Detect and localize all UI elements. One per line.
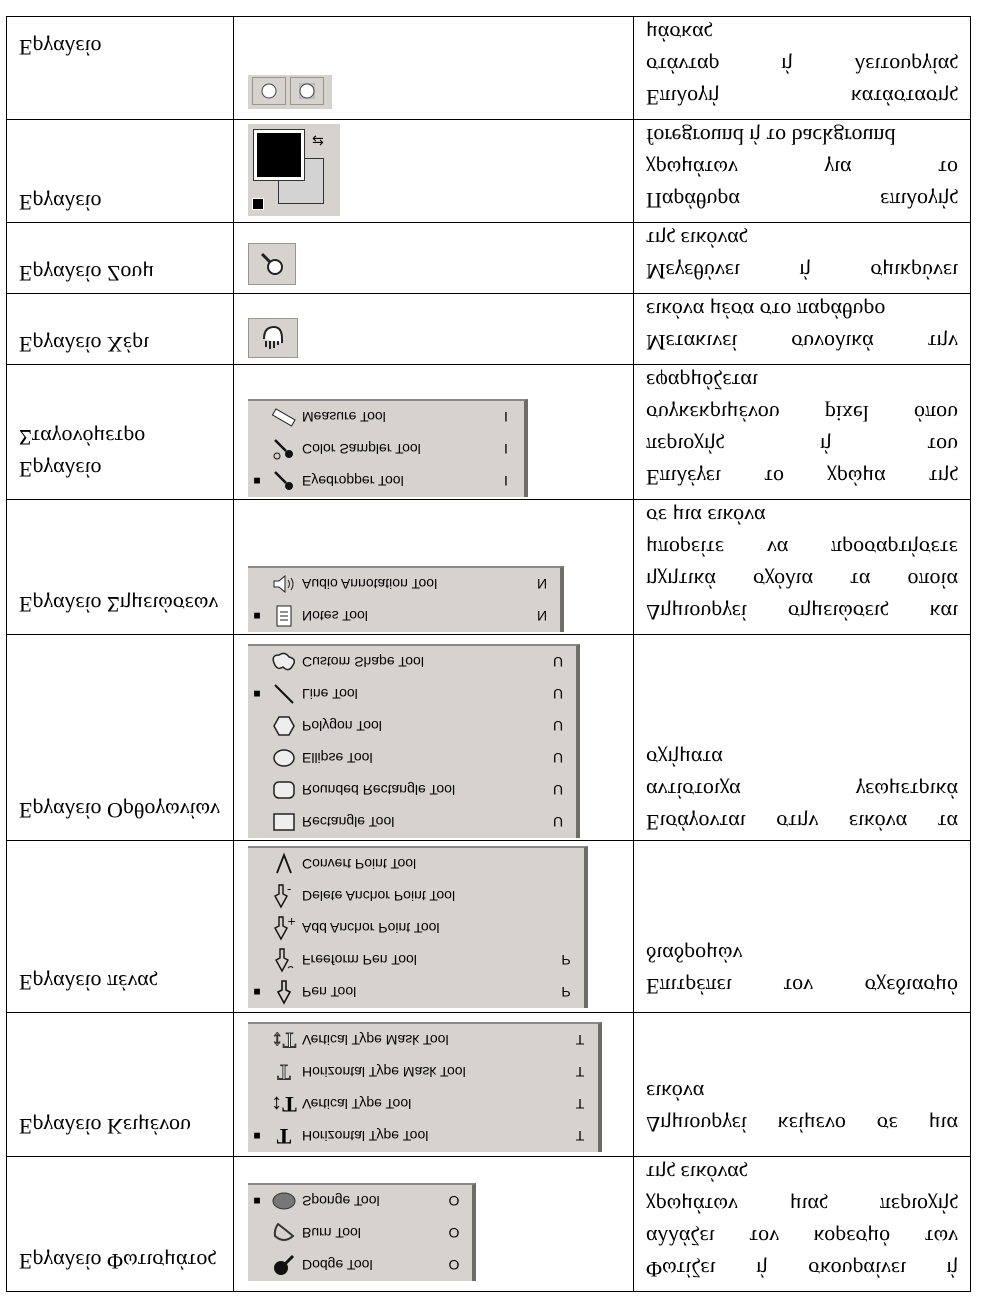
tool-name-line: Εργαλείο Σημειώσεων	[19, 592, 219, 617]
desc-line: Επιτρέπει τον σχεδιασμό	[646, 974, 958, 999]
menu-item-notes[interactable]	[248, 600, 560, 632]
polygon-icon	[266, 713, 302, 739]
tool-menu	[248, 644, 580, 838]
desc-line: στάνταρ ή λειτουργίας	[646, 53, 958, 78]
menu-item-rounded-rectangle[interactable]	[248, 774, 576, 806]
selected-bullet: ■	[253, 1194, 261, 1208]
table-row	[7, 365, 971, 500]
menu-item-polygon[interactable]	[248, 710, 576, 742]
menu-item-audio-annotation[interactable]	[248, 568, 560, 600]
menu-item-dodge[interactable]	[248, 1249, 472, 1281]
shortcut-key: U	[552, 718, 564, 734]
desc-line: Φωτίζει ή σκουραίνει ή	[646, 1257, 958, 1282]
menu-item-label: Rounded Rectangle Tool	[302, 782, 456, 798]
shortcut-key: U	[552, 654, 564, 670]
desc-line: μπορείτε να προσαρτήσετε	[646, 536, 958, 561]
menu-item-label: Pen Tool	[302, 984, 357, 1000]
desc-line: διαδρομών	[646, 942, 743, 967]
menu-item-label: Measure Tool	[302, 409, 386, 425]
table-row	[7, 841, 971, 1013]
custom-shape-icon	[266, 649, 302, 675]
menu-item-convert-point[interactable]	[248, 848, 584, 880]
tool-name	[7, 31, 233, 119]
shortcut-key: P	[561, 952, 571, 968]
menu-item-label: Convert Point Tool	[302, 856, 417, 872]
shortcut-key: U	[552, 686, 564, 702]
tool-description	[634, 223, 970, 293]
menu-item-label: Notes Tool	[302, 608, 368, 624]
menu-item-rectangle[interactable]	[248, 806, 576, 838]
horizontal-type-icon: T	[276, 1124, 292, 1149]
menu-item-line[interactable]	[248, 678, 576, 710]
desc-line: εικόνα μέσα στο παράθυρο	[646, 298, 886, 323]
tool-name	[7, 186, 233, 222]
pen-icon	[266, 979, 302, 1005]
desc-line: περιοχής ή του	[646, 433, 958, 458]
menu-item-freeform-pen[interactable]	[248, 944, 584, 976]
vertical-type-mask-icon: ↕T	[271, 1028, 297, 1053]
tool-name-line: Εργαλείο Κειμένου	[19, 1114, 191, 1139]
selected-bullet: ■	[253, 985, 261, 999]
tool-name	[7, 328, 233, 364]
menu-item-label: Freeform Pen Tool	[302, 952, 417, 968]
table-row	[7, 1157, 971, 1292]
quick-mask-mode-button[interactable]	[290, 77, 324, 105]
table-row	[7, 17, 971, 120]
svg-text:-: -	[287, 883, 292, 897]
desc-line: Εισάγονται στην εικόνα τα	[646, 810, 958, 835]
tool-description	[634, 1157, 970, 1291]
tool-description	[634, 500, 970, 634]
shortcut-key: I	[504, 409, 508, 425]
menu-item-eyedropper[interactable]	[248, 465, 524, 497]
menu-item-vertical-type[interactable]	[248, 1088, 598, 1120]
desc-line: Δημιουργεί κείμενο σε μια	[646, 1112, 958, 1137]
menu-item-label: Custom Shape Tool	[302, 654, 424, 670]
quick-mask-icon	[248, 75, 332, 109]
menu-item-label: Rectangle Tool	[302, 814, 395, 830]
svg-text:+: +	[287, 915, 297, 928]
desc-line: αλλάζει τον κορεσμό των	[646, 1225, 958, 1250]
desc-line: ηχητικά σχόλια τα οποία	[646, 568, 958, 593]
menu-item-label: Vertical Type Mask Tool	[302, 1032, 449, 1048]
tool-name	[7, 794, 233, 840]
menu-item-pen[interactable]	[248, 976, 584, 1008]
menu-item-label: Eyedropper Tool	[302, 473, 404, 489]
desc-line: χρωμάτων μιας περιοχής	[646, 1193, 958, 1218]
selected-bullet: ■	[253, 474, 261, 488]
menu-item-vertical-type-mask[interactable]	[248, 1024, 598, 1056]
shortcut-key: T	[575, 1128, 585, 1144]
menu-item-custom-shape[interactable]	[248, 646, 576, 678]
table-row	[7, 294, 971, 365]
desc-line: Επιλέγει το χρώμα της	[646, 465, 958, 490]
desc-line: συγκεκριμένου pixel όπου	[646, 401, 958, 426]
shortcut-key: O	[448, 1225, 460, 1241]
menu-item-color-sampler[interactable]	[248, 433, 524, 465]
desc-line: εικόνα	[646, 1080, 705, 1105]
tool-name-line: Εργαλείο Χέρι	[19, 332, 150, 357]
tool-name-line: Εργαλείο Φωτισμάτος	[19, 1249, 217, 1274]
menu-item-label: Line Tool	[302, 686, 358, 702]
default-colors-icon[interactable]	[252, 198, 264, 210]
dodge-icon	[266, 1252, 302, 1278]
tool-name	[7, 1110, 233, 1156]
shortcut-key: U	[552, 814, 564, 830]
tool-name-line: Εργαλείο	[19, 190, 102, 215]
tool-name	[7, 966, 233, 1012]
color-swatches-icon[interactable]	[248, 124, 340, 216]
desc-line: Μεγεθύνει ή σμικρύνει	[646, 259, 958, 284]
shortcut-key: O	[448, 1193, 460, 1209]
menu-item-label: Dodge Tool	[302, 1257, 373, 1273]
menu-item-label: Horizontal Type Tool	[302, 1128, 429, 1144]
table-row	[7, 1013, 971, 1157]
shortcut-key: P	[561, 984, 571, 1000]
menu-item-label: Polygon Tool	[302, 718, 382, 734]
selected-bullet: ■	[253, 687, 261, 701]
tool-menu	[248, 1183, 476, 1281]
foreground-color-swatch[interactable]	[254, 130, 304, 180]
burn-icon	[266, 1220, 302, 1246]
tool-description	[634, 365, 970, 499]
desc-line: σε μια εικόνα	[646, 504, 766, 529]
tool-menu	[248, 566, 564, 632]
tool-menu	[248, 399, 528, 497]
tool-name	[7, 588, 233, 634]
tool-name-line: Εργαλείο Ορθογωνίων	[19, 798, 220, 823]
tool-name	[7, 421, 233, 499]
menu-item-ellipse[interactable]	[248, 742, 576, 774]
menu-item-add-anchor-point[interactable]	[248, 912, 584, 944]
desc-line: αντίστοιχα γεωμετρικά	[646, 778, 958, 803]
menu-item-horizontal-type[interactable]	[248, 1120, 598, 1152]
add-anchor-point-icon	[266, 915, 302, 941]
shortcut-key: U	[552, 750, 564, 766]
sponge-icon	[266, 1188, 302, 1214]
desc-line: Επιλογή κατάστασης	[646, 85, 958, 110]
desc-line: Δημιουργεί σημειώσεις και	[646, 600, 958, 625]
table-row	[7, 500, 971, 635]
tool-name-line: Εργαλείο Ζουμ	[19, 261, 155, 286]
desc-line: σχήματα	[646, 746, 723, 771]
standard-mode-button[interactable]	[252, 77, 286, 105]
desc-line: χρωμάτων για το	[646, 156, 958, 181]
shortcut-key: T	[575, 1032, 585, 1048]
shortcut-key: N	[536, 608, 548, 624]
menu-item-label: Horizontal Type Mask Tool	[302, 1064, 466, 1080]
tool-description	[634, 938, 970, 1012]
ellipse-icon	[266, 745, 302, 771]
menu-item-measure[interactable]	[248, 401, 524, 433]
vertical-type-icon: ↕T	[271, 1092, 297, 1117]
desc-line: της εικόνας	[646, 1161, 748, 1186]
color-sampler-icon	[266, 436, 302, 462]
menu-item-label: Audio Annotation Tool	[302, 576, 438, 592]
tool-description	[634, 294, 970, 364]
tool-description	[634, 120, 970, 222]
notes-icon	[266, 603, 302, 629]
measure-icon	[266, 404, 302, 430]
shortcut-key: U	[552, 782, 564, 798]
table-row	[7, 120, 971, 223]
menu-item-label: Color Sampler Tool	[302, 441, 421, 457]
shortcut-key: N	[536, 576, 548, 592]
swap-colors-icon[interactable]: ⇄	[312, 132, 324, 148]
tool-description	[634, 742, 970, 840]
tool-description	[634, 17, 970, 119]
menu-item-label: Vertical Type Tool	[302, 1096, 412, 1112]
menu-item-sponge[interactable]	[248, 1185, 472, 1217]
delete-anchor-point-icon	[266, 883, 302, 909]
shortcut-key: T	[575, 1064, 585, 1080]
tool-name-line: Εργαλείο Σταγονόμετρο	[19, 425, 146, 482]
convert-point-icon	[266, 851, 302, 877]
menu-item-horizontal-type-mask[interactable]	[248, 1056, 598, 1088]
selected-bullet: ■	[253, 1129, 261, 1143]
zoom-icon[interactable]	[248, 243, 296, 285]
tool-menu	[248, 1022, 602, 1152]
line-icon	[266, 681, 302, 707]
tools-table	[6, 16, 971, 1292]
menu-item-label: Delete Anchor Point Tool	[302, 888, 456, 904]
audio-annotation-icon	[266, 571, 302, 597]
table-row	[7, 223, 971, 294]
desc-line: foreground ή το background	[646, 124, 896, 149]
selected-bullet: ■	[253, 609, 261, 623]
tool-name-line: Εργαλείο πένας	[19, 970, 158, 995]
tool-name	[7, 1245, 233, 1291]
table-row	[7, 635, 971, 841]
tool-menu	[248, 846, 588, 1008]
menu-item-delete-anchor-point[interactable]	[248, 880, 584, 912]
hand-icon[interactable]	[248, 318, 298, 358]
shortcut-key: I	[504, 473, 508, 489]
menu-item-label: Sponge Tool	[302, 1193, 380, 1209]
horizontal-type-mask-icon: T	[277, 1060, 291, 1085]
shortcut-key: T	[575, 1096, 585, 1112]
desc-line: της εικόνας	[646, 227, 748, 252]
desc-line: μάσκας	[646, 21, 713, 46]
freeform-pen-icon	[266, 947, 302, 973]
menu-item-label: Ellipse Tool	[302, 750, 373, 766]
rectangle-icon	[266, 809, 302, 835]
desc-line: εφαρμόζεται	[646, 369, 758, 394]
desc-line: Παράθυρα επιλογής	[646, 188, 958, 213]
shortcut-key: I	[504, 441, 508, 457]
tool-name-line: Εργαλείο	[19, 35, 102, 60]
rounded-rectangle-icon	[266, 777, 302, 803]
menu-item-burn[interactable]	[248, 1217, 472, 1249]
desc-line: Μετακινεί συνολικά την	[646, 330, 958, 355]
menu-item-label: Burn Tool	[302, 1225, 361, 1241]
tool-name	[7, 257, 233, 293]
eyedropper-icon	[266, 468, 302, 494]
tool-description	[634, 1076, 970, 1156]
shortcut-key: O	[448, 1257, 460, 1273]
menu-item-label: Add Anchor Point Tool	[302, 920, 440, 936]
